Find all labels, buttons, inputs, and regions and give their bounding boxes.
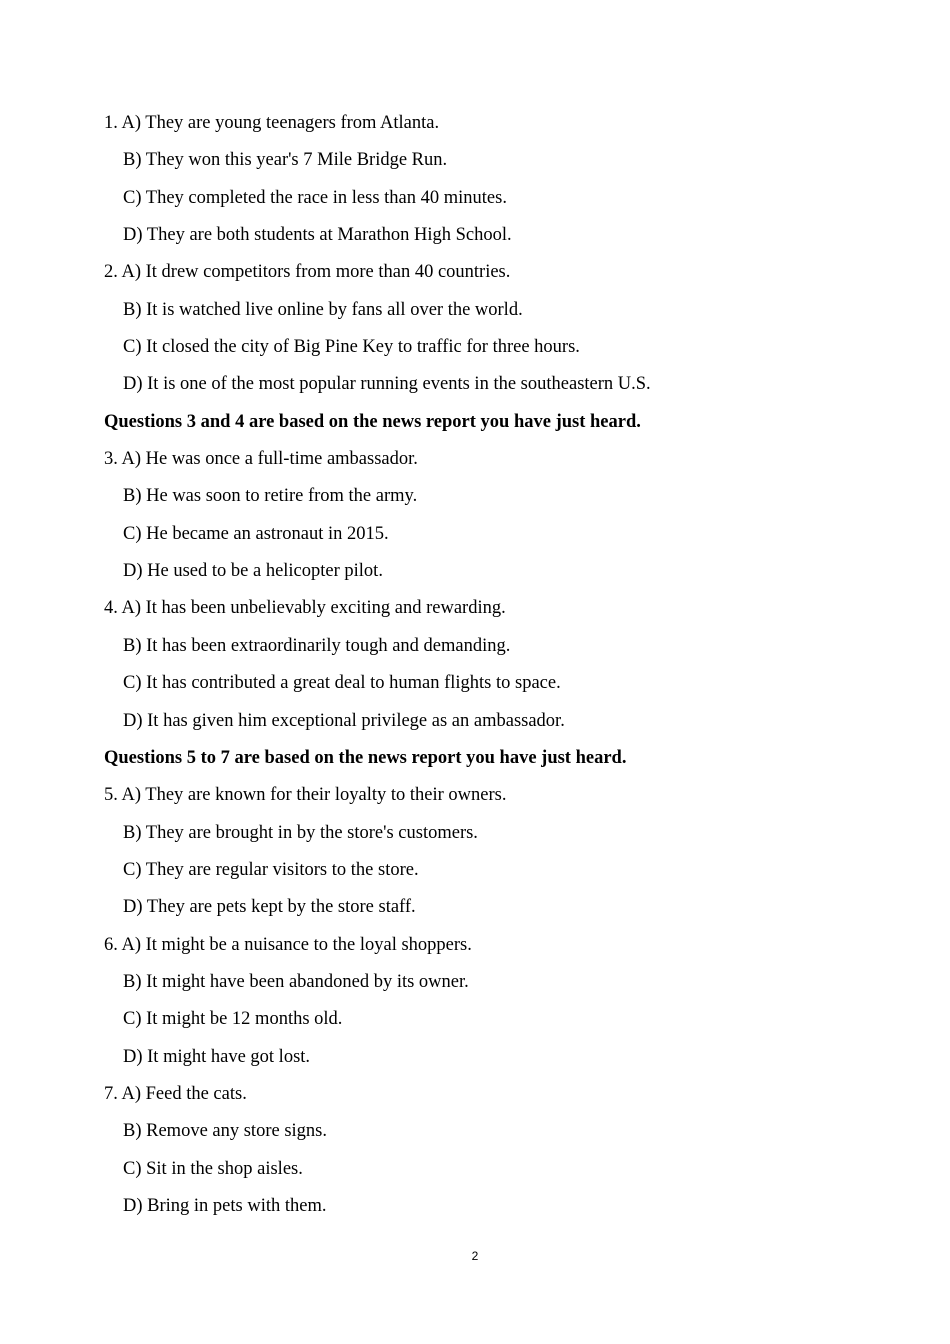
question-6-option-c: C) It might be 12 months old. [123, 1009, 343, 1030]
section-heading-questions-3-4: Questions 3 and 4 are based on the news report you have just heard. [104, 411, 641, 432]
question-4-option-a: 4. A) It has been unbelievably exciting and rewarding. [104, 598, 506, 619]
question-7-option-a: 7. A) Feed the cats. [104, 1083, 247, 1104]
question-1-option-d: D) They are both students at Marathon High School. [123, 225, 512, 246]
question-list [104, 105, 904, 1225]
question-1-option-a: 1. A) They are young teenagers from Atlanta. [104, 113, 440, 133]
question-2-option-c: C) It closed the city of Big Pine Key to traffic for three hours. [123, 337, 580, 358]
question-6-option-b: B) It might have been abandoned by its owner. [123, 971, 469, 992]
question-2-option-a: 2. A) It drew competitors from more than 40 countries. [104, 262, 511, 283]
question-5-option-a: 5. A) They are known for their loyalty to their owners. [104, 785, 507, 806]
question-3-option-d: D) He used to be a helicopter pilot. [123, 561, 383, 582]
question-5-option-c: C) They are regular visitors to the store. [123, 859, 419, 880]
question-2-option-b: B) It is watched live online by fans all over the world. [123, 299, 523, 320]
question-6-option-d: D) It might have got lost. [123, 1046, 311, 1067]
question-4-option-d: D) It has given him exceptional privilege as an ambassador. [123, 710, 565, 731]
question-2-option-d: D) It is one of the most popular running events in the southeastern U.S. [123, 374, 651, 395]
question-6-option-a: 6. A) It might be a nuisance to the loyal shoppers. [104, 934, 472, 955]
question-4-option-b: B) It has been extraordinarily tough and demanding. [123, 635, 511, 656]
page-number: 2 [471, 1249, 479, 1263]
section-heading-questions-5-7: Questions 5 to 7 are based on the news report you have just heard. [104, 747, 627, 768]
question-7-option-b: B) Remove any store signs. [123, 1121, 327, 1142]
question-3-option-a: 3. A) He was once a full-time ambassador. [104, 449, 418, 470]
question-7-option-c: C) Sit in the shop aisles. [123, 1158, 303, 1179]
question-1-option-c: C) They completed the race in less than 40 minutes. [123, 187, 507, 208]
question-5-option-b: B) They are brought in by the store's customers. [123, 822, 478, 843]
question-3-option-c: C) He became an astronaut in 2015. [123, 523, 389, 544]
question-4-option-c: C) It has contributed a great deal to human flights to space. [123, 673, 561, 694]
question-7-option-d: D) Bring in pets with them. [123, 1195, 327, 1216]
question-5-option-d: D) They are pets kept by the store staff. [123, 897, 416, 918]
question-3-option-b: B) He was soon to retire from the army. [123, 486, 418, 507]
question-1-option-b: B) They won this year's 7 Mile Bridge Run. [123, 150, 448, 171]
